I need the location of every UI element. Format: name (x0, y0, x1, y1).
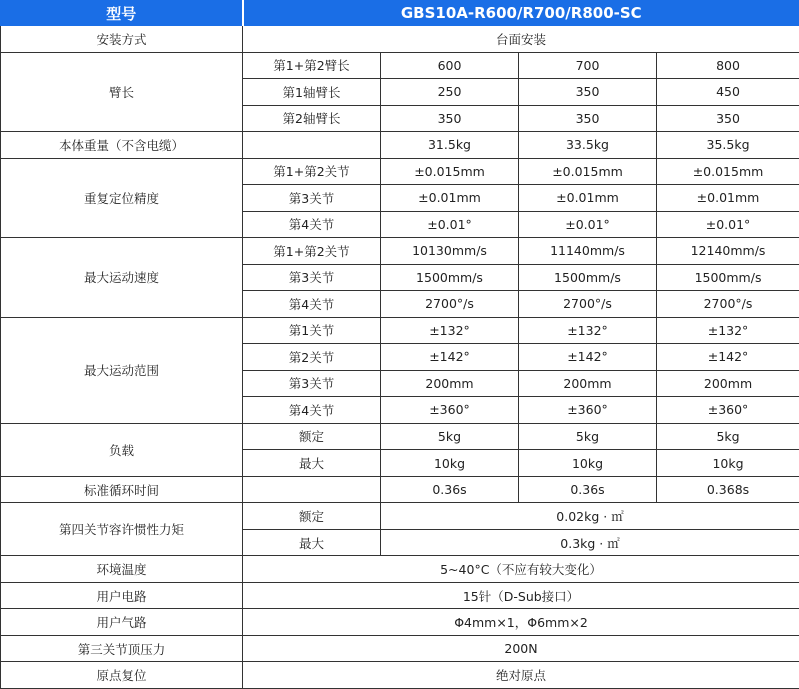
table-row (1, 635, 799, 662)
value-cell: ±360° (381, 397, 519, 424)
value-cell: ±0.01mm (657, 185, 799, 212)
row-label: 第三关节顶压力 (1, 635, 243, 662)
value-cell: 11140mm/s (519, 238, 657, 265)
value-cell: ±0.01mm (519, 185, 657, 212)
row-label: 安装方式 (1, 26, 243, 53)
row-label: 第四关节容许惯性力矩 (1, 503, 243, 556)
table-row (1, 26, 799, 53)
header-label: 型号 (1, 1, 243, 26)
row-label: 用户电路 (1, 582, 243, 609)
value-cell: 0.36s (381, 476, 519, 503)
value-cell: 31.5kg (381, 132, 519, 159)
row-label: 最大运动速度 (1, 238, 243, 318)
value-cell: ±132° (519, 317, 657, 344)
value-cell: ±360° (519, 397, 657, 424)
value-cell: 450 (657, 79, 799, 106)
value-cell: 35.5kg (657, 132, 799, 159)
sub-label: 第2关节 (243, 344, 381, 371)
row-value: 200N (243, 635, 799, 662)
value-cell: 1500mm/s (381, 264, 519, 291)
table-row (1, 52, 799, 79)
table-row (1, 609, 799, 636)
sub-label: 第3关节 (243, 370, 381, 397)
row-label: 臂长 (1, 52, 243, 132)
row-label: 本体重量（不含电缆） (1, 132, 243, 159)
row-label: 负载 (1, 423, 243, 476)
value-cell: ±0.015mm (657, 158, 799, 185)
table-row (1, 582, 799, 609)
value-cell: ±0.01° (657, 211, 799, 238)
value-cell: 200mm (657, 370, 799, 397)
value-cell: 5kg (519, 423, 657, 450)
value-cell: ±0.015mm (519, 158, 657, 185)
value-cell: ±132° (657, 317, 799, 344)
table-row (1, 238, 799, 265)
sub-label: 第4关节 (243, 291, 381, 318)
table-row (1, 662, 799, 689)
header-model: GBS10A-R600/R700/R800-SC (243, 1, 799, 26)
value-cell: 2700°/s (381, 291, 519, 318)
row-label: 用户气路 (1, 609, 243, 636)
row-value: Φ4mm×1，Φ6mm×2 (243, 609, 799, 636)
table-row (1, 423, 799, 450)
value-cell: 0.36s (519, 476, 657, 503)
value-cell: 200mm (381, 370, 519, 397)
value-cell: ±142° (519, 344, 657, 371)
value-cell: 1500mm/s (657, 264, 799, 291)
row-label: 重复定位精度 (1, 158, 243, 238)
header-row (1, 1, 799, 26)
value-cell: 10kg (519, 450, 657, 477)
sub-label: 第2轴臂长 (243, 105, 381, 132)
value-cell: 350 (381, 105, 519, 132)
sub-label: 第3关节 (243, 185, 381, 212)
value-cell: ±0.01° (381, 211, 519, 238)
table-row (1, 503, 799, 530)
value-cell: ±0.01° (519, 211, 657, 238)
sub-label: 第1+第2关节 (243, 158, 381, 185)
sub-label: 最大 (243, 529, 381, 556)
value-cell: 2700°/s (519, 291, 657, 318)
sub-label: 最大 (243, 450, 381, 477)
sub-label: 第1+第2关节 (243, 238, 381, 265)
row-value: 15针（D-Sub接口） (243, 582, 799, 609)
row-label: 标准循环时间 (1, 476, 243, 503)
value-cell: ±142° (381, 344, 519, 371)
value-cell: 250 (381, 79, 519, 106)
value-cell: 350 (519, 105, 657, 132)
value-cell: 12140mm/s (657, 238, 799, 265)
value-cell: 0.3kg · ㎡ (381, 529, 799, 556)
value-cell: 10kg (657, 450, 799, 477)
sub-label: 第1轴臂长 (243, 79, 381, 106)
value-cell: 0.02kg · ㎡ (381, 503, 799, 530)
value-cell: 5kg (381, 423, 519, 450)
value-cell: 800 (657, 52, 799, 79)
table-row (1, 317, 799, 344)
sub-label: 第1+第2臂长 (243, 52, 381, 79)
sub-label: 第4关节 (243, 397, 381, 424)
value-cell: 10130mm/s (381, 238, 519, 265)
empty-cell (243, 476, 381, 503)
row-value: 绝对原点 (243, 662, 799, 689)
value-cell: 1500mm/s (519, 264, 657, 291)
value-cell: ±142° (657, 344, 799, 371)
table-row (1, 476, 799, 503)
value-cell: 0.368s (657, 476, 799, 503)
sub-label: 额定 (243, 503, 381, 530)
row-value: 台面安装 (243, 26, 799, 53)
value-cell: ±0.015mm (381, 158, 519, 185)
value-cell: 2700°/s (657, 291, 799, 318)
row-label: 原点复位 (1, 662, 243, 689)
value-cell: 200mm (519, 370, 657, 397)
value-cell: ±132° (381, 317, 519, 344)
sub-label: 第4关节 (243, 211, 381, 238)
sub-label: 第1关节 (243, 317, 381, 344)
value-cell: ±360° (657, 397, 799, 424)
value-cell: 10kg (381, 450, 519, 477)
value-cell: 600 (381, 52, 519, 79)
row-label: 环境温度 (1, 556, 243, 583)
value-cell: 5kg (657, 423, 799, 450)
row-label: 最大运动范围 (1, 317, 243, 423)
row-value: 5~40°C（不应有较大变化） (243, 556, 799, 583)
sub-label: 额定 (243, 423, 381, 450)
value-cell: ±0.01mm (381, 185, 519, 212)
sub-label: 第3关节 (243, 264, 381, 291)
table-row (1, 556, 799, 583)
value-cell: 350 (519, 79, 657, 106)
table-row (1, 158, 799, 185)
table-row (1, 132, 799, 159)
value-cell: 700 (519, 52, 657, 79)
value-cell: 33.5kg (519, 132, 657, 159)
value-cell: 350 (657, 105, 799, 132)
empty-cell (243, 132, 381, 159)
